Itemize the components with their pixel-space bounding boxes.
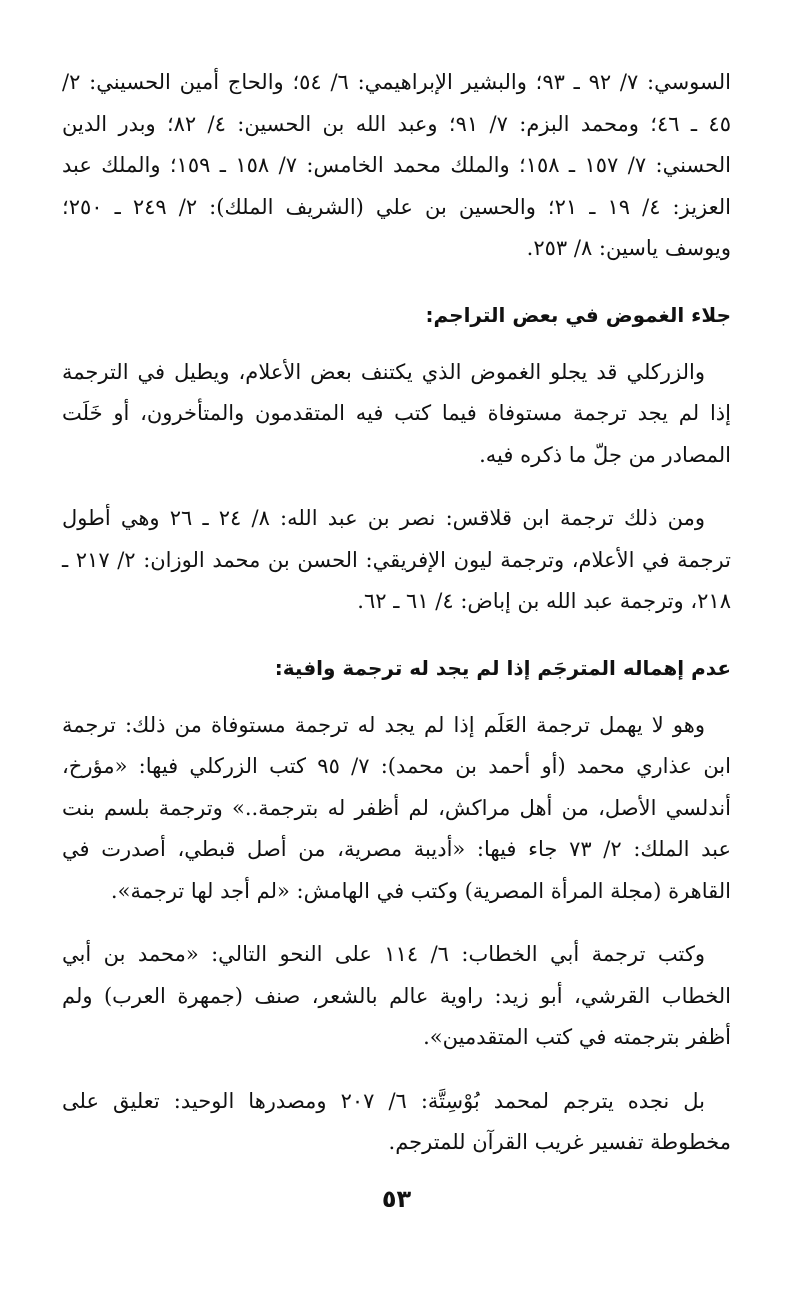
spacer [62, 912, 731, 934]
intro-paragraph: السوسي: ٧/ ٩٢ ـ ٩٣؛ والبشير الإبراهيمي: ٦/ ٥٤؛ والحاج أمين الحسيني: ٢/ ٤٥ ـ ٤٦؛ ومحمد البزم: ٧/ ٩١؛ وعبد الله بن الحسين: ٤/ ٨٢؛ وبدر الدين الحسني: ٧/ ١٥٧ ـ ١٥٨؛ والملك محمد الخامس: ٧/ ١٥٨ ـ ١٥٩؛ والملك عبد العزيز: ٤/ ١٩ ـ ٢١؛ والحسين بن علي (الشريف الملك): ٢/ ٢٤٩ ـ ٢٥٠؛ ويوسف ياسين: ٨/ ٢٥٣. [62, 70, 731, 260]
spacer [62, 476, 731, 498]
spacer [62, 683, 731, 705]
page-number: ٥٣ [381, 1185, 412, 1213]
spacer [62, 330, 731, 352]
section-heading-clarifying-ambiguity: جلاء الغموض في بعض التراجم: [425, 302, 731, 327]
spacer [62, 1059, 731, 1081]
spacer [62, 623, 731, 653]
section2-paragraph-3: بل نجده يترجم لمحمد بُوْسِتَّة: ٦/ ٢٠٧ ومصدرها الوحيد: تعليق على مخطوطة تفسير غريب القرآن للمترجم. [62, 1088, 731, 1154]
section1-paragraph-2: ومن ذلك ترجمة ابن قلاقس: نصر بن عبد الله: ٨/ ٢٤ ـ ٢٦ وهي أطول ترجمة في الأعلام، وترجمة ليون الإفريقي: الحسن بن محمد الوزان: ٢/ ٢١٧ ـ ٢١٨، وترجمة عبد الله بن إباض: ٤/ ٦١ ـ ٦٢. [62, 506, 731, 613]
page-body [62, 62, 731, 1164]
section-heading-not-neglecting-subject: عدم إهماله المترجَم إذا لم يجد له ترجمة وافية: [274, 655, 731, 680]
section2-paragraph-1: وهو لا يهمل ترجمة العَلَم إذا لم يجد له ترجمة مستوفاة من ذلك: ترجمة ابن عذاري محمد (أو أحمد بن محمد): ٧/ ٩٥ كتب الزركلي فيها: «مؤرخ، أندلسي الأصل، من أهل مراكش، لم أظفر له بترجمة..» وترجمة بلسم بنت عبد الملك: ٢/ ٧٣ جاء فيها: «أديبة مصرية، من أصل قبطي، أصدرت في القاهرة (مجلة المرأة المصرية) وكتب في الهامش: «لم أجد لها ترجمة». [62, 712, 731, 903]
section2-paragraph-2: وكتب ترجمة أبي الخطاب: ٦/ ١١٤ على النحو التالي: «محمد بن أبي الخطاب القرشي، أبو زيد: راوية عالم بالشعر، صنف (جمهرة العرب) ولم أظفر بترجمته في كتب المتقدمين». [62, 942, 731, 1049]
section1-paragraph-1: والزركلي قد يجلو الغموض الذي يكتنف بعض الأعلام، ويطيل في الترجمة إذا لم يجد ترجمة مستوفاة فيما كتب فيه المتقدمون والمتأخرون، أو خَلَت المصادر من جلّ ما ذكره فيه. [62, 359, 731, 467]
spacer [62, 270, 731, 300]
